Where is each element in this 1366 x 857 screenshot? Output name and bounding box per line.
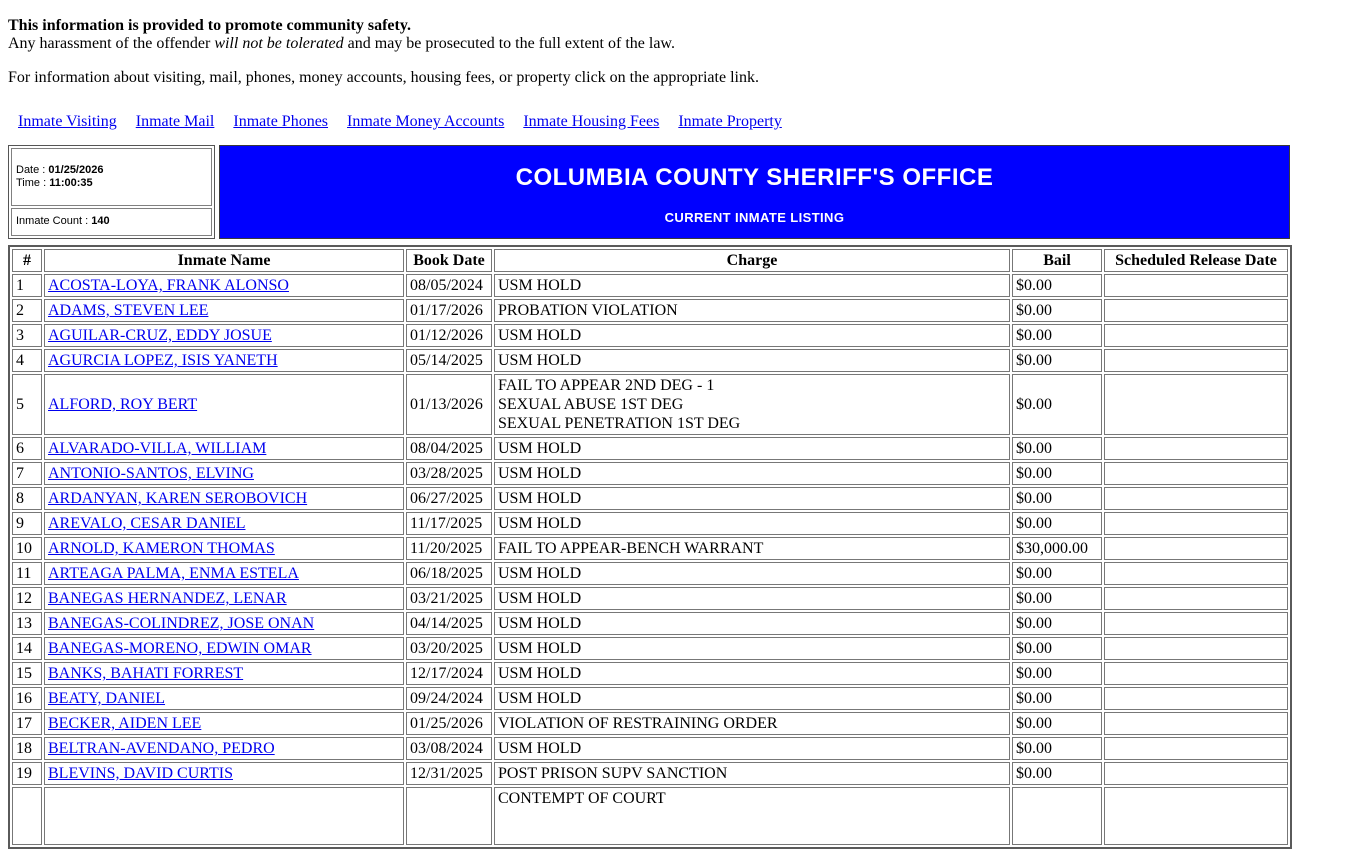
- inmate-name-cell: [44, 737, 404, 760]
- row-number-cell: 6: [12, 437, 42, 460]
- row-number-cell: 3: [12, 324, 42, 347]
- col-header-bail: Bail: [1012, 249, 1102, 272]
- book-date-cell: [406, 787, 492, 845]
- col-header-number: #: [12, 249, 42, 272]
- inmate-name-link[interactable]: BLEVINS, DAVID CURTIS: [48, 765, 233, 782]
- inmate-listing-table: [8, 245, 1292, 849]
- book-date-cell: 08/05/2024: [406, 274, 492, 297]
- charge-cell: [494, 712, 1010, 735]
- charge-line: USM HOLD: [498, 640, 582, 657]
- intro-harassment-line: Any harassment of the offender will not be tolerated and may be prosecuted to the full extent of the law.: [8, 35, 675, 52]
- nav-link-inmate-money-accounts[interactable]: Inmate Money Accounts: [347, 113, 505, 130]
- row-number-cell: 10: [12, 537, 42, 560]
- info-panel: [8, 145, 215, 239]
- inmate-name-cell: [44, 587, 404, 610]
- charge-cell: [494, 612, 1010, 635]
- table-row: [12, 787, 1288, 845]
- charge-cell: [494, 512, 1010, 535]
- nav-link-inmate-property[interactable]: Inmate Property: [678, 113, 782, 130]
- bail-cell: $0.00: [1012, 487, 1102, 510]
- book-date-cell: 03/20/2025: [406, 637, 492, 660]
- bail-cell: $0.00: [1012, 762, 1102, 785]
- bail-cell: $0.00: [1012, 587, 1102, 610]
- header-block: [8, 145, 1290, 239]
- table-row: [12, 299, 1288, 322]
- table-row: [12, 487, 1288, 510]
- charge-line: PROBATION VIOLATION: [498, 302, 678, 319]
- inmate-name-link[interactable]: ARTEAGA PALMA, ENMA ESTELA: [48, 565, 299, 582]
- charge-line: USM HOLD: [498, 615, 582, 632]
- bail-cell: $0.00: [1012, 274, 1102, 297]
- table-row: [12, 712, 1288, 735]
- row-number-cell: [12, 787, 42, 845]
- inmate-name-link[interactable]: ARDANYAN, KAREN SEROBOVICH: [48, 490, 308, 507]
- inmate-name-link[interactable]: ACOSTA-LOYA, FRANK ALONSO: [48, 277, 289, 294]
- release-date-cell: [1104, 349, 1288, 372]
- col-header-charge: Charge: [494, 249, 1010, 272]
- table-row: [12, 762, 1288, 785]
- col-header-inmate-name: Inmate Name: [44, 249, 404, 272]
- charge-line: USM HOLD: [498, 465, 582, 482]
- inmate-name-cell: [44, 437, 404, 460]
- inmate-name-cell: [44, 762, 404, 785]
- charge-line: USM HOLD: [498, 690, 582, 707]
- bail-cell: $0.00: [1012, 612, 1102, 635]
- release-date-cell: [1104, 299, 1288, 322]
- table-row: [12, 512, 1288, 535]
- release-date-cell: [1104, 374, 1288, 435]
- charge-cell: [494, 562, 1010, 585]
- release-date-cell: [1104, 562, 1288, 585]
- charge-cell: [494, 787, 1010, 845]
- release-date-cell: [1104, 537, 1288, 560]
- inmate-name-cell: [44, 537, 404, 560]
- inmate-count-value: 140: [91, 215, 110, 228]
- row-number-cell: 1: [12, 274, 42, 297]
- date-value: 01/25/2026: [48, 163, 104, 176]
- bail-cell: $0.00: [1012, 374, 1102, 435]
- charge-line: FAIL TO APPEAR-BENCH WARRANT: [498, 540, 764, 557]
- inmate-name-cell: [44, 487, 404, 510]
- row-number-cell: 14: [12, 637, 42, 660]
- book-date-cell: 03/21/2025: [406, 587, 492, 610]
- bail-cell: $0.00: [1012, 737, 1102, 760]
- charge-line: VIOLATION OF RESTRAINING ORDER: [498, 715, 778, 732]
- charge-cell: [494, 299, 1010, 322]
- release-date-cell: [1104, 274, 1288, 297]
- nav-link-inmate-visiting[interactable]: Inmate Visiting: [18, 113, 117, 130]
- bail-cell: $0.00: [1012, 662, 1102, 685]
- row-number-cell: 4: [12, 349, 42, 372]
- date-line: Date : 01/25/2026: [16, 163, 104, 176]
- bail-cell: $0.00: [1012, 349, 1102, 372]
- row-number-cell: 18: [12, 737, 42, 760]
- bail-cell: $0.00: [1012, 324, 1102, 347]
- charge-cell: [494, 587, 1010, 610]
- book-date-cell: 03/28/2025: [406, 462, 492, 485]
- inmate-name-cell: [44, 324, 404, 347]
- inmate-name-cell: [44, 562, 404, 585]
- row-number-cell: 17: [12, 712, 42, 735]
- table-row: [12, 274, 1288, 297]
- book-date-cell: 12/31/2025: [406, 762, 492, 785]
- time-line: Time : 11:00:35: [16, 176, 93, 189]
- row-number-cell: 15: [12, 662, 42, 685]
- release-date-cell: [1104, 437, 1288, 460]
- nav-link-inmate-housing-fees[interactable]: Inmate Housing Fees: [523, 113, 660, 130]
- bail-cell: $0.00: [1012, 712, 1102, 735]
- table-row: [12, 537, 1288, 560]
- charge-cell: [494, 537, 1010, 560]
- inmate-name-cell: [44, 512, 404, 535]
- charge-line: USM HOLD: [498, 440, 582, 457]
- charge-line: USM HOLD: [498, 665, 582, 682]
- intro-italic-phrase: will not be tolerated: [214, 35, 344, 52]
- row-number-cell: 7: [12, 462, 42, 485]
- inmate-name-link[interactable]: ALFORD, ROY BERT: [48, 396, 198, 413]
- bail-cell: $0.00: [1012, 687, 1102, 710]
- inmate-name-link[interactable]: BELTRAN-AVENDANO, PEDRO: [48, 740, 275, 757]
- inmate-name-cell: [44, 374, 404, 435]
- inmate-name-link[interactable]: ALVARADO-VILLA, WILLIAM: [48, 440, 267, 457]
- nav-link-inmate-phones[interactable]: Inmate Phones: [233, 113, 329, 130]
- book-date-cell: 03/08/2024: [406, 737, 492, 760]
- release-date-cell: [1104, 762, 1288, 785]
- charge-cell: [494, 737, 1010, 760]
- bail-cell: $0.00: [1012, 562, 1102, 585]
- charge-cell: [494, 324, 1010, 347]
- charge-cell: [494, 437, 1010, 460]
- inmate-name-cell: [44, 712, 404, 735]
- nav-link-inmate-mail[interactable]: Inmate Mail: [135, 113, 215, 130]
- charge-line: USM HOLD: [498, 352, 582, 369]
- charge-line: POST PRISON SUPV SANCTION: [498, 765, 728, 782]
- banner-subtitle: CURRENT INMATE LISTING: [664, 210, 845, 225]
- inmate-name-cell: [44, 299, 404, 322]
- book-date-cell: 11/17/2025: [406, 512, 492, 535]
- table-row: [12, 737, 1288, 760]
- row-number-cell: 8: [12, 487, 42, 510]
- charge-cell: [494, 662, 1010, 685]
- book-date-cell: 01/13/2026: [406, 374, 492, 435]
- inmate-name-link[interactable]: AREVALO, CESAR DANIEL: [48, 515, 246, 532]
- charge-cell: [494, 637, 1010, 660]
- row-number-cell: 5: [12, 374, 42, 435]
- inmate-name-cell: [44, 687, 404, 710]
- row-number-cell: 9: [12, 512, 42, 535]
- charge-cell: [494, 487, 1010, 510]
- bail-cell: $0.00: [1012, 637, 1102, 660]
- table-row: [12, 612, 1288, 635]
- charge-line: USM HOLD: [498, 277, 582, 294]
- book-date-cell: 12/17/2024: [406, 662, 492, 685]
- inmate-name-link[interactable]: ADAMS, STEVEN LEE: [48, 302, 209, 319]
- banner-title: COLUMBIA COUNTY SHERIFF'S OFFICE: [515, 164, 994, 191]
- charge-cell: [494, 274, 1010, 297]
- release-date-cell: [1104, 637, 1288, 660]
- date-time-cell: [11, 148, 212, 206]
- charge-line: USM HOLD: [498, 740, 582, 757]
- release-date-cell: [1104, 587, 1288, 610]
- time-value: 11:00:35: [49, 176, 93, 189]
- inmate-name-link[interactable]: BANEGAS-COLINDREZ, JOSE ONAN: [48, 615, 315, 632]
- intro-text: [8, 17, 1358, 87]
- charge-cell: [494, 762, 1010, 785]
- release-date-cell: [1104, 787, 1288, 845]
- inmate-name-cell: [44, 787, 404, 845]
- book-date-cell: 01/12/2026: [406, 324, 492, 347]
- table-row: [12, 687, 1288, 710]
- row-number-cell: 16: [12, 687, 42, 710]
- row-number-cell: 2: [12, 299, 42, 322]
- bail-cell: $0.00: [1012, 299, 1102, 322]
- table-row: [12, 662, 1288, 685]
- charge-cell: [494, 349, 1010, 372]
- inmate-name-cell: [44, 274, 404, 297]
- charge-cell: [494, 687, 1010, 710]
- inmate-name-cell: [44, 462, 404, 485]
- release-date-cell: [1104, 462, 1288, 485]
- col-header-book-date: Book Date: [406, 249, 492, 272]
- book-date-cell: 01/25/2026: [406, 712, 492, 735]
- inmate-links-nav: [8, 113, 1358, 131]
- inmate-name-link[interactable]: BANEGAS-MORENO, EDWIN OMAR: [48, 640, 312, 657]
- banner: [219, 145, 1290, 239]
- inmate-name-cell: [44, 662, 404, 685]
- book-date-cell: 05/14/2025: [406, 349, 492, 372]
- bail-cell: $0.00: [1012, 437, 1102, 460]
- bail-cell: [1012, 787, 1102, 845]
- release-date-cell: [1104, 712, 1288, 735]
- book-date-cell: 09/24/2024: [406, 687, 492, 710]
- inmate-name-link[interactable]: AGUILAR-CRUZ, EDDY JOSUE: [48, 327, 272, 344]
- charge-line: USM HOLD: [498, 515, 582, 532]
- release-date-cell: [1104, 737, 1288, 760]
- inmate-name-link[interactable]: AGURCIA LOPEZ, ISIS YANETH: [48, 352, 278, 369]
- table-header-row: [12, 249, 1288, 272]
- charge-line: CONTEMPT OF COURT: [498, 790, 666, 807]
- charge-cell: [494, 462, 1010, 485]
- table-row: [12, 637, 1288, 660]
- book-date-cell: 01/17/2026: [406, 299, 492, 322]
- table-row: [12, 349, 1288, 372]
- inmate-name-link[interactable]: ARNOLD, KAMERON THOMAS: [48, 540, 275, 557]
- release-date-cell: [1104, 487, 1288, 510]
- charge-cell: [494, 374, 1010, 435]
- intro-safety-line: This information is provided to promote community safety.: [8, 17, 411, 34]
- table-row: [12, 324, 1288, 347]
- inmate-name-cell: [44, 349, 404, 372]
- bail-cell: $0.00: [1012, 462, 1102, 485]
- table-row: [12, 374, 1288, 435]
- row-number-cell: 19: [12, 762, 42, 785]
- inmate-name-link[interactable]: BEATY, DANIEL: [48, 690, 166, 707]
- release-date-cell: [1104, 687, 1288, 710]
- charge-line: USM HOLD: [498, 590, 582, 607]
- charge-line: USM HOLD: [498, 327, 582, 344]
- release-date-cell: [1104, 512, 1288, 535]
- book-date-cell: 06/27/2025: [406, 487, 492, 510]
- charge-line: USM HOLD: [498, 565, 582, 582]
- bail-cell: $30,000.00: [1012, 537, 1102, 560]
- charge-line: FAIL TO APPEAR 2ND DEG - 1: [498, 377, 715, 394]
- book-date-cell: 04/14/2025: [406, 612, 492, 635]
- bail-cell: $0.00: [1012, 512, 1102, 535]
- charge-line: SEXUAL ABUSE 1ST DEG: [498, 396, 684, 413]
- table-row: [12, 587, 1288, 610]
- inmate-name-link[interactable]: ANTONIO-SANTOS, ELVING: [48, 465, 254, 482]
- release-date-cell: [1104, 324, 1288, 347]
- inmate-count-cell: Inmate Count : 140: [11, 208, 212, 236]
- row-number-cell: 12: [12, 587, 42, 610]
- inmate-name-cell: [44, 637, 404, 660]
- row-number-cell: 11: [12, 562, 42, 585]
- book-date-cell: 06/18/2025: [406, 562, 492, 585]
- inmate-name-link[interactable]: BECKER, AIDEN LEE: [48, 715, 202, 732]
- book-date-cell: 11/20/2025: [406, 537, 492, 560]
- inmate-name-link[interactable]: BANKS, BAHATI FORREST: [48, 665, 244, 682]
- intro-info-line: For information about visiting, mail, phones, money accounts, housing fees, or property click on the appropriate link.: [8, 69, 759, 86]
- inmate-name-link[interactable]: BANEGAS HERNANDEZ, LENAR: [48, 590, 287, 607]
- row-number-cell: 13: [12, 612, 42, 635]
- table-row: [12, 562, 1288, 585]
- charge-line: USM HOLD: [498, 490, 582, 507]
- release-date-cell: [1104, 612, 1288, 635]
- charge-line: SEXUAL PENETRATION 1ST DEG: [498, 415, 741, 432]
- table-row: [12, 437, 1288, 460]
- inmate-name-cell: [44, 612, 404, 635]
- release-date-cell: [1104, 662, 1288, 685]
- col-header-scheduled-release-date: Scheduled Release Date: [1104, 249, 1288, 272]
- book-date-cell: 08/04/2025: [406, 437, 492, 460]
- table-row: [12, 462, 1288, 485]
